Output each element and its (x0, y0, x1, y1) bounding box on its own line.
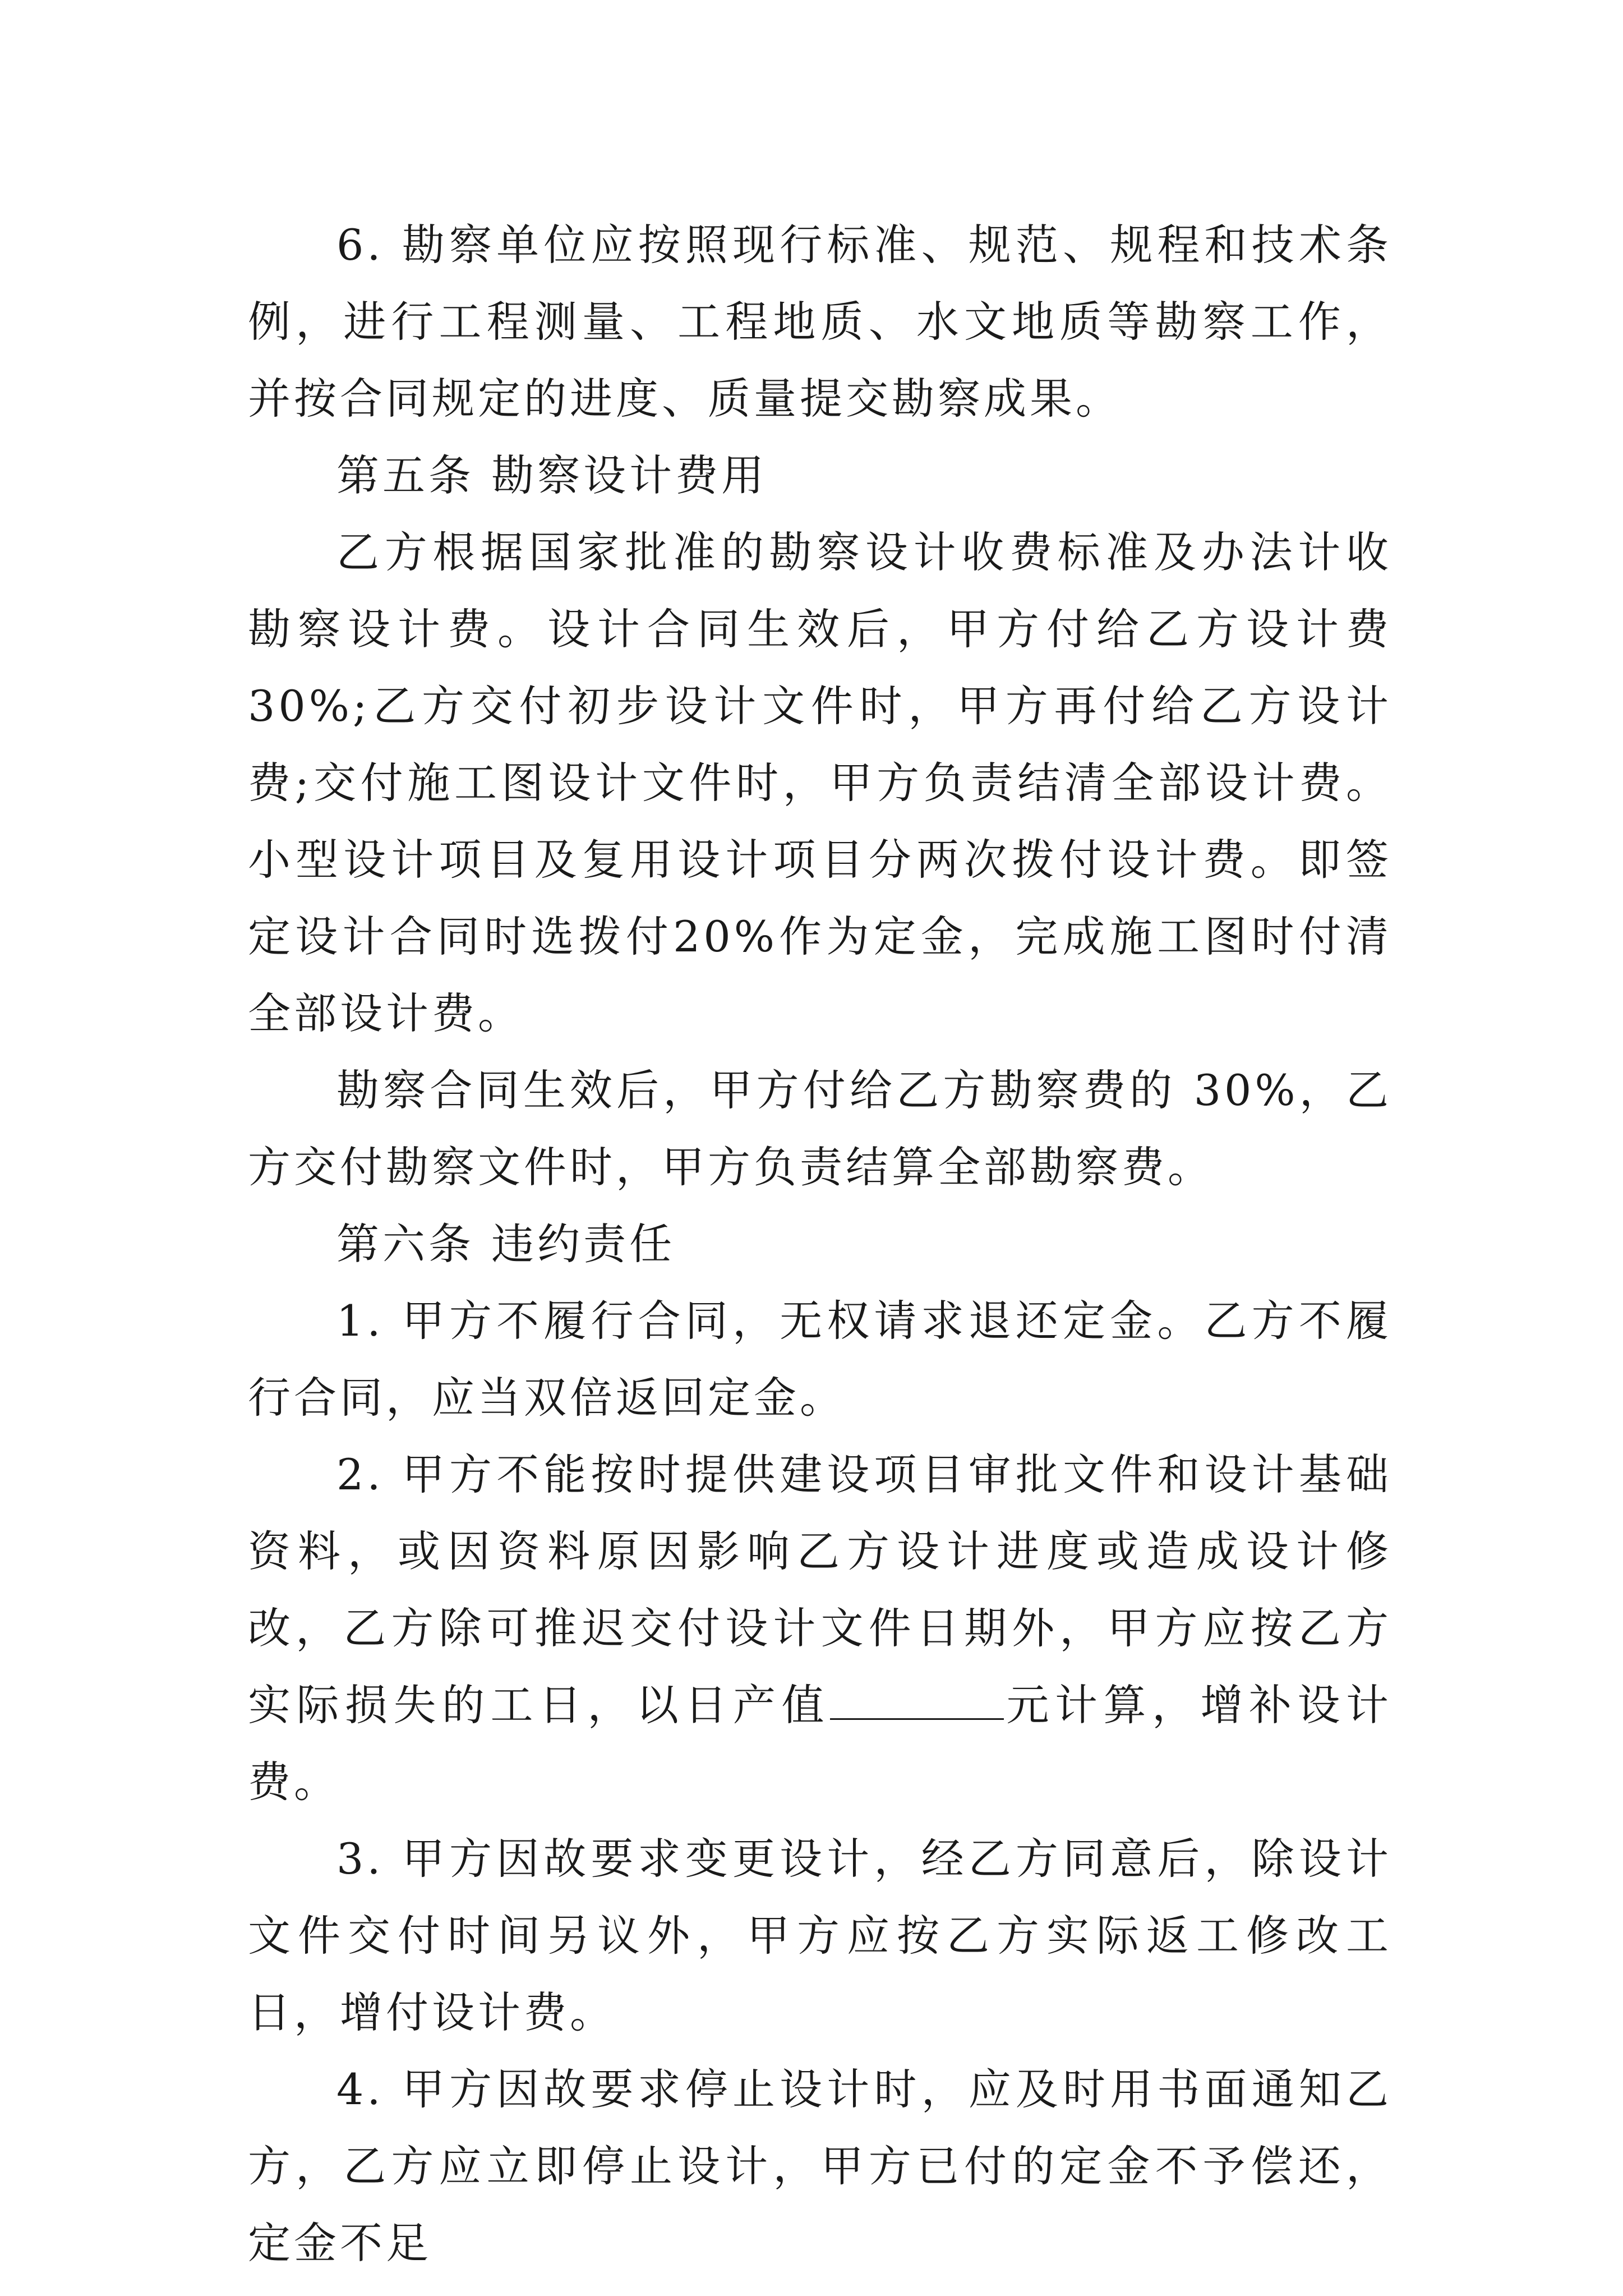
breach-clause-4: 4. 甲方因故要求停止设计时，应及时用书面通知乙方，乙方应立即停止设计，甲方已付的定金不予偿还，定金不足 (248, 2064, 1392, 2268)
document-body (248, 206, 1392, 2281)
article-5-heading: 第五条 勘察设计费用 (336, 450, 768, 500)
breach-clause-2-text-after: 元计算，增补设计费。 (248, 1680, 1392, 1807)
breach-clause-2-text-before: 2. 甲方不能按时提供建设项目审批文件和设计基础资料，或因资料原因影响乙方设计进度或造成设计修改，乙方除可推迟交付设计文件日期外，甲方应按乙方实际损失的工日，以日产值 (248, 1450, 1392, 1730)
survey-fee-paragraph: 勘察合同生效后，甲方付给乙方勘察费的 30%，乙方交付勘察文件时，甲方负责结算全部勘察费。 (248, 1065, 1392, 1192)
breach-clause-3: 3. 甲方因故要求变更设计，经乙方同意后，除设计文件交付时间另议外，甲方应按乙方实际返工修改工日，增付设计费。 (248, 1834, 1392, 2037)
clause-6-survey-standards: 6. 勘察单位应按照现行标准、规范、规程和技术条例，进行工程测量、工程地质、水文地质等勘察工作，并按合同规定的进度、质量提交勘察成果。 (248, 220, 1392, 424)
design-fee-paragraph: 乙方根据国家批准的勘察设计收费标准及办法计收勘察设计费。设计合同生效后，甲方付给乙方设计费 30%;乙方交付初步设计文件时，甲方再付给乙方设计费;交付施工图设计文件时，甲方负责结清全部设计费。小型设计项目及复用设计项目分两次拨付设计费。即签定设计合同时选拨付20%作为定金，完成施工图时付清全部设计费。 (248, 527, 1392, 1038)
breach-clause-1: 1. 甲方不履行合同，无权请求退还定金。乙方不履行合同，应当双倍返回定金。 (248, 1296, 1392, 1423)
article-6-heading: 第六条 违约责任 (336, 1219, 676, 1269)
daily-output-blank (830, 1685, 1004, 1720)
breach-clause-2 (248, 1436, 1392, 1820)
